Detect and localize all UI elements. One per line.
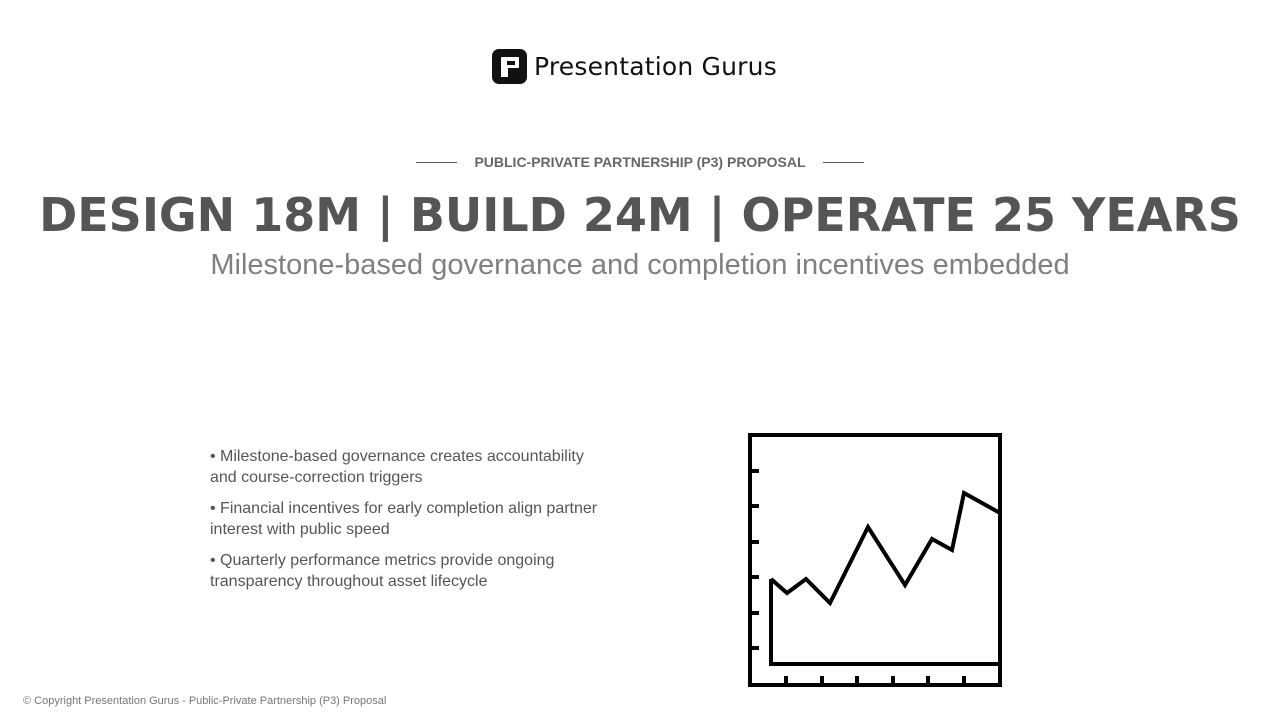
bullet-item: • Milestone-based governance creates accountability and course-correction triggers — [210, 448, 584, 486]
bullet-list — [210, 446, 600, 602]
eyebrow-text: PUBLIC-PRIVATE PARTNERSHIP (P3) PROPOSAL — [474, 154, 806, 170]
bullet-item: • Financial incentives for early completion align partner interest with public speed — [210, 500, 598, 538]
page-subtitle: Milestone-based governance and completion incentives embedded — [210, 249, 1070, 281]
bullet-item: • Quarterly performance metrics provide ongoing transparency throughout asset lifecycle — [210, 552, 555, 590]
eyebrow — [0, 152, 1280, 172]
brand-name: Presentation Gurus — [534, 51, 777, 81]
line-chart-icon — [746, 431, 1004, 689]
footer-copyright: © Copyright Presentation Gurus - Public-Private Partnership (P3) Proposal — [23, 695, 387, 707]
brand-logo — [492, 48, 777, 84]
page-title: DESIGN 18M | BUILD 24M | OPERATE 25 YEARS — [39, 188, 1241, 242]
eyebrow-rule-right — [823, 162, 864, 163]
pg-logo-icon — [492, 49, 527, 84]
eyebrow-rule-left — [416, 162, 457, 163]
